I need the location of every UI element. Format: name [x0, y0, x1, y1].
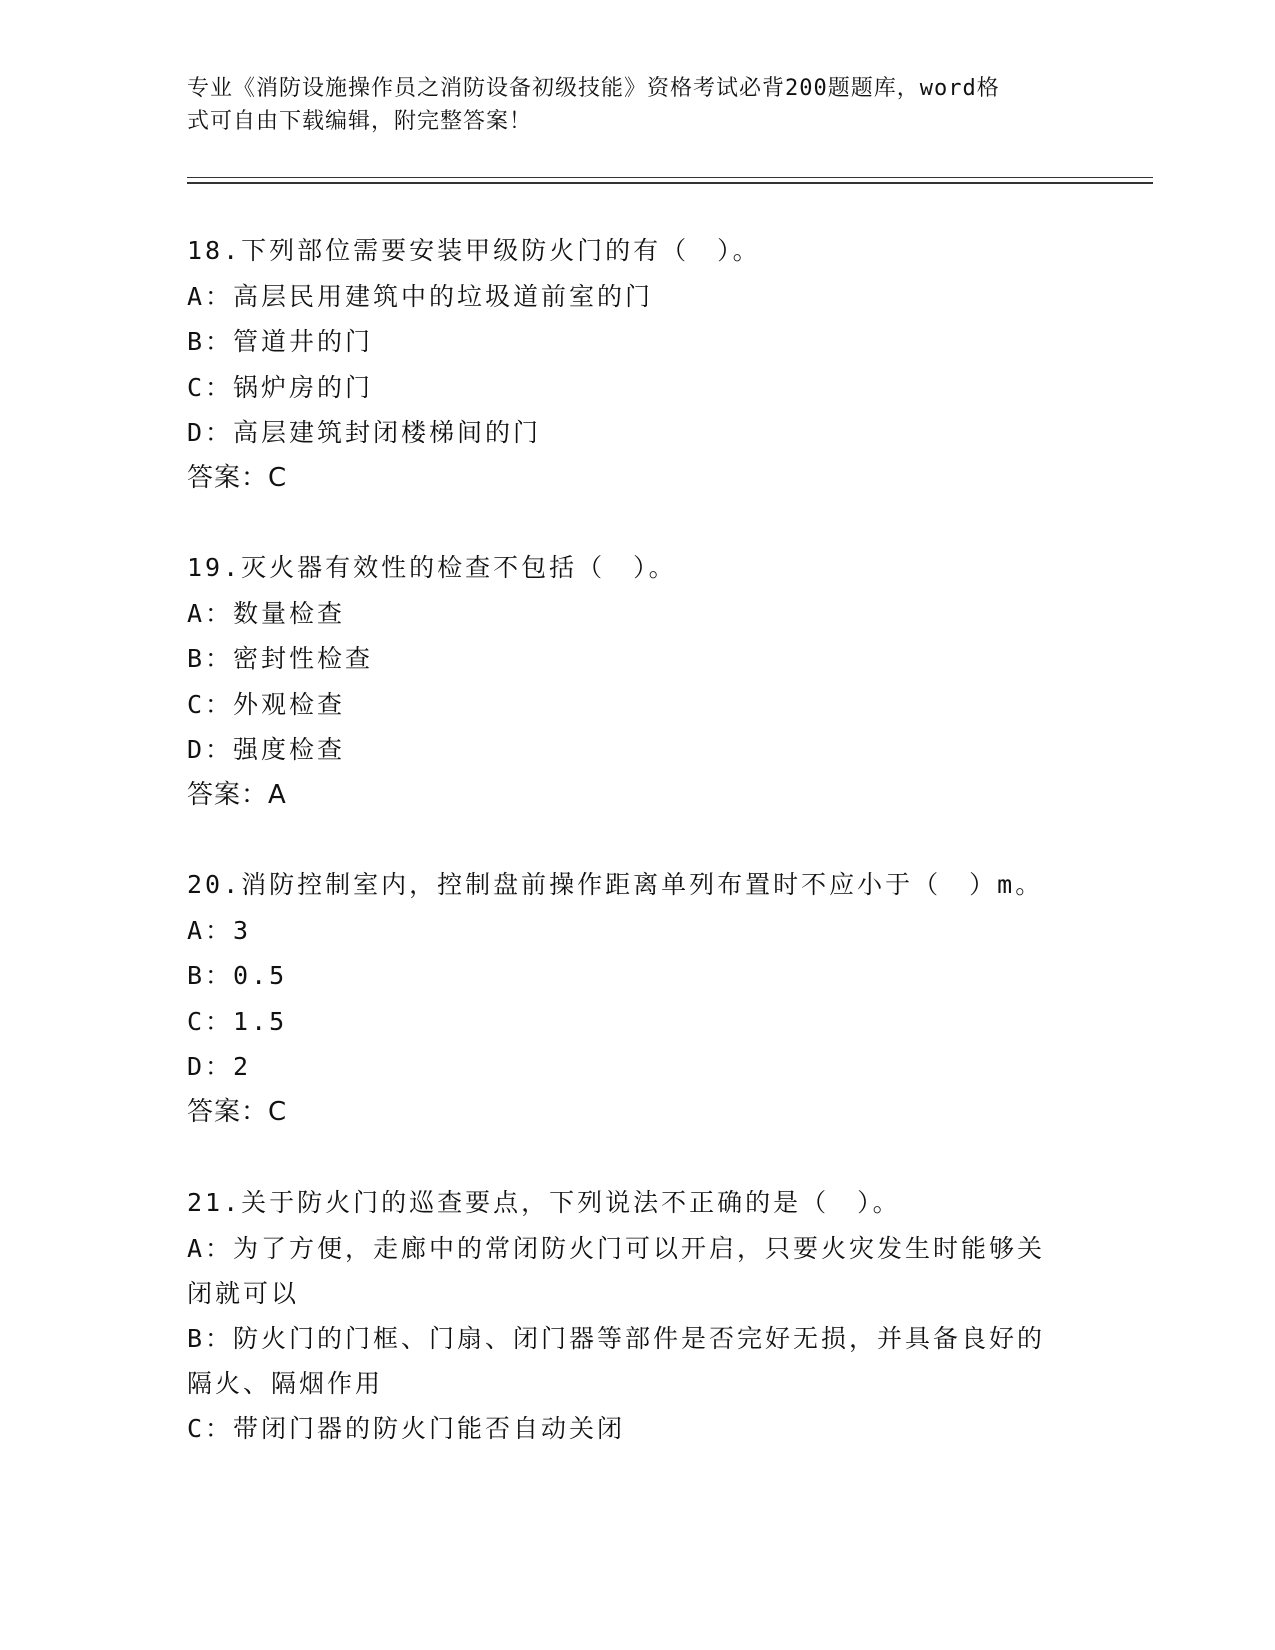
- question-18: [187, 228, 1087, 501]
- header-divider-top: [187, 177, 1153, 178]
- header-divider-bottom: [187, 182, 1153, 184]
- option-c: C：带闭门器的防火门能否自动关闭: [187, 1413, 626, 1443]
- question-stem: 21.关于防火门的巡查要点，下列说法不正确的是（ ）。: [187, 1188, 901, 1217]
- option-b: B：管道井的门: [187, 327, 374, 356]
- answer-line: 答案：C: [187, 462, 288, 493]
- option-a: A：为了方便，走廊中的常闭防火门可以开启，只要火灾发生时能够关闭就可以: [187, 1233, 1046, 1308]
- option-c: C：1.5: [187, 1006, 288, 1036]
- document-header: [187, 72, 1067, 138]
- option-a: A：3: [187, 915, 252, 945]
- answer-line: 答案：C: [187, 1096, 288, 1127]
- question-stem: 19.灭火器有效性的检查不包括（ ）。: [187, 553, 677, 582]
- option-a: A：数量检查: [187, 598, 346, 628]
- option-b: B：密封性检查: [187, 644, 374, 673]
- option-d: D：强度检查: [187, 735, 346, 764]
- option-d: D：2: [187, 1052, 252, 1081]
- question-19: [187, 545, 1087, 818]
- question-21: [187, 1180, 1087, 1451]
- answer-line: 答案：A: [187, 779, 287, 810]
- option-c: C：外观检查: [187, 689, 346, 719]
- option-a: A：高层民用建筑中的垃圾道前室的门: [187, 281, 654, 311]
- question-stem: 20.消防控制室内，控制盘前操作距离单列布置时不应小于（ ）m。: [187, 870, 1044, 899]
- header-line-1: 专业《消防设施操作员之消防设备初级技能》资格考试必背200题题库，word格: [187, 76, 1000, 101]
- option-b: B：0.5: [187, 961, 288, 990]
- option-b: B：防火门的门框、门扇、闭门器等部件是否完好无损，并具备良好的隔火、隔烟作用: [187, 1323, 1046, 1398]
- question-20: [187, 862, 1087, 1135]
- header-line-2: 式可自由下载编辑，附完整答案！: [187, 109, 533, 134]
- option-c: C：锅炉房的门: [187, 372, 374, 402]
- question-stem: 18.下列部位需要安装甲级防火门的有（ ）。: [187, 236, 761, 265]
- option-d: D：高层建筑封闭楼梯间的门: [187, 418, 542, 447]
